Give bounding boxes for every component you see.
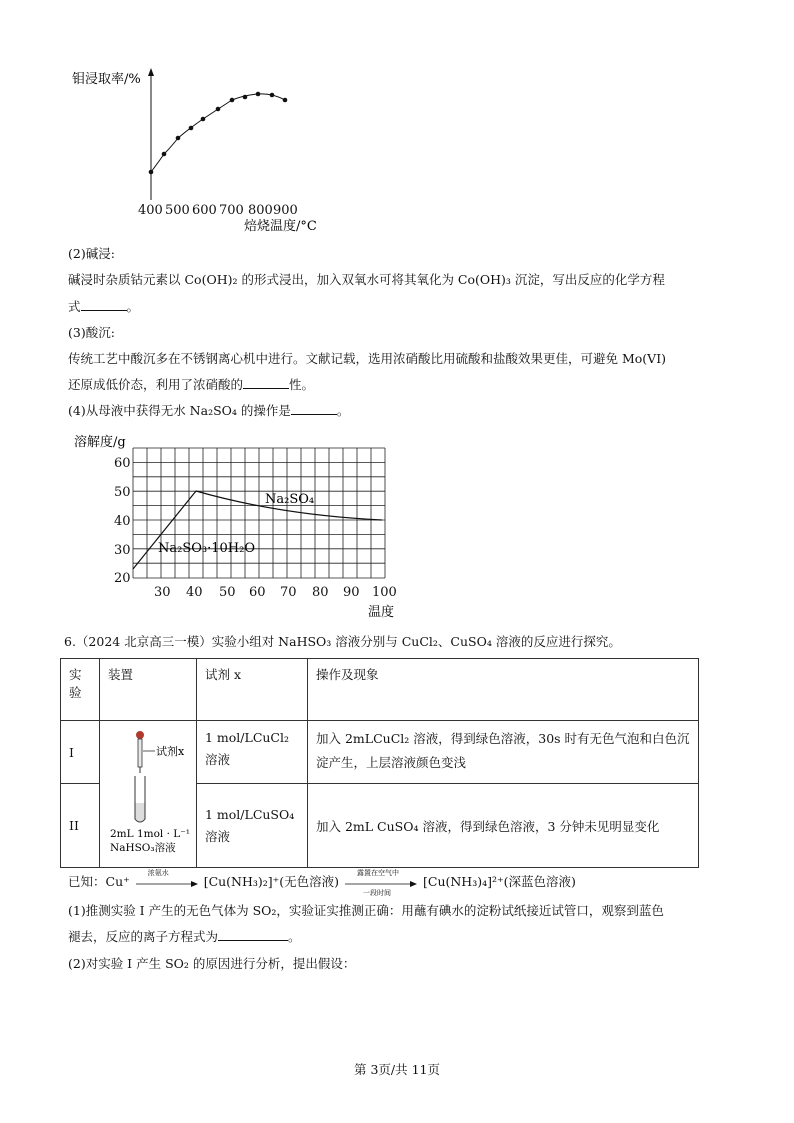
q4-line-b: 。 xyxy=(336,403,350,418)
chart2-xtick: 100 xyxy=(372,585,397,600)
chart2-xtick: 30 xyxy=(154,585,171,600)
known-end: [Cu(NH₃)₄]²⁺(深蓝色溶液) xyxy=(423,874,576,889)
q6-sub1-line2 xyxy=(68,928,301,946)
known-mid: [Cu(NH₃)₂]⁺(无色溶液) xyxy=(203,874,340,889)
q2-line2-b: 。 xyxy=(126,299,140,314)
chart1-point xyxy=(216,107,221,112)
leaching-rate-chart xyxy=(60,62,350,237)
table-header: 试剂 x xyxy=(197,659,308,721)
chart1-xtick: 700 xyxy=(219,203,244,218)
q6-sub1-line1: (1)推测实验 I 产生的无色气体为 SO₂，实验证实推测正确：用蘸有碘水的淀粉试纸接近试管口，观察到蓝色 xyxy=(68,903,664,918)
chart2-xtick: 90 xyxy=(343,585,360,600)
chart1-point xyxy=(270,93,275,98)
chart2-ylabel: 溶解度/g xyxy=(74,435,126,450)
chart1-point xyxy=(176,136,181,141)
label-na2so4: Na₂SO₄ xyxy=(265,492,315,507)
chart2-ytick: 50 xyxy=(114,485,131,500)
solution-label: NaHSO₃溶液 xyxy=(110,842,176,854)
q6-sub1-line2-b: 。 xyxy=(288,929,301,944)
chart1-y-arrow xyxy=(148,68,154,76)
phenomenon-cell: 加入 2mLCuCl₂ 溶液，得到绿色溶液，30s 时有无色气泡和白色沉淀产生，上层溶液颜色变浅 xyxy=(308,721,699,784)
chart2-xlabel: 温度 xyxy=(368,605,395,620)
answer-blank xyxy=(291,402,337,415)
q2-line2 xyxy=(68,298,139,316)
chart1-point xyxy=(162,152,167,157)
exp-id: II xyxy=(61,784,100,868)
chart1-xtick: 600 xyxy=(192,203,217,218)
chart2-grid xyxy=(133,448,385,578)
q6-sub1-line2-a: 褪去，反应的离子方程式为 xyxy=(68,929,219,944)
table-header: 装置 xyxy=(100,659,197,721)
hydrate-solubility-curve xyxy=(133,491,196,569)
chart1-ylabel: 钼浸取率/% xyxy=(72,72,141,87)
reaction-arrow xyxy=(134,868,200,890)
dropper-tube xyxy=(138,739,142,767)
q6-intro: 6.（2024 北京高三一模）实验小组对 NaHSO₃ 溶液分别与 CuCl₂、CuSO₄ 溶液的反应进行探究。 xyxy=(64,634,621,649)
chart2-ytick: 60 xyxy=(114,456,131,471)
table-header-row xyxy=(61,659,699,721)
reagent-cell: 1 mol/LCuCl₂ 溶液 xyxy=(197,721,308,784)
q4-line-a: (4)从母液中获得无水 Na₂SO₄ 的操作是 xyxy=(68,403,291,418)
q2-line1: 碱浸时杂质钴元素以 Co(OH)₂ 的形式浸出，加入双氧水可将其氧化为 Co(OH)₃ 沉淀，写出反应的化学方程 xyxy=(68,272,665,287)
chart1-point xyxy=(149,170,154,175)
table-header: 实验 xyxy=(61,659,100,721)
q4-line xyxy=(68,402,349,420)
chart1-xtick: 800 xyxy=(248,203,273,218)
answer-blank xyxy=(81,298,127,311)
q3-line1: 传统工艺中酸沉多在不锈钢离心机中进行。文献记载，选用浓硝酸比用硫酸和盐酸效果更佳，可避免 Mo(VI) xyxy=(68,351,667,366)
tube-liquid xyxy=(136,803,145,822)
q2-heading: (2)碱浸: xyxy=(68,246,115,261)
q2-line2-a: 式 xyxy=(68,299,81,314)
chart1-curve xyxy=(151,94,285,172)
q3-line2 xyxy=(68,376,314,394)
chart1-point xyxy=(243,95,248,100)
apparatus-cell xyxy=(100,721,197,868)
arrow2-bottom: 一段时间 xyxy=(363,888,392,897)
experiment-table xyxy=(60,658,699,868)
chart2-ytick: 30 xyxy=(114,543,131,558)
chart1-xtick: 900 xyxy=(273,203,298,218)
chart1-points xyxy=(149,92,288,175)
label-hydrate: Na₂SO₃·10H₂O xyxy=(158,541,255,556)
conc-label: 2mL 1mol · L⁻¹ xyxy=(110,828,191,840)
chart2-xtick: 70 xyxy=(280,585,297,600)
arrow1-label: 浓氨水 xyxy=(147,868,169,877)
answer-blank xyxy=(243,376,289,389)
chart1-xlabel: 焙烧温度/°C xyxy=(244,219,317,234)
chart1-point xyxy=(283,98,288,103)
phenomenon-cell: 加入 2mL CuSO₄ 溶液，得到绿色溶液，3 分钟未见明显变化 xyxy=(308,784,699,868)
chart1-xtick: 400 xyxy=(138,203,163,218)
reaction-arrow xyxy=(343,868,419,897)
arrow2-top: 露置在空气中 xyxy=(357,868,400,877)
q3-line2-b: 性。 xyxy=(289,377,315,392)
known-scheme xyxy=(68,868,576,897)
reagent-x-label: 试剂x xyxy=(156,745,185,758)
answer-blank xyxy=(218,928,288,941)
reagent-cell: 1 mol/LCuSO₄ 溶液 xyxy=(197,784,308,868)
dropper-bulb xyxy=(136,731,144,739)
chart2-ytick: 20 xyxy=(114,571,131,586)
chart1-point xyxy=(201,117,206,122)
q3-line2-a: 还原成低价态，利用了浓硝酸的 xyxy=(68,377,244,392)
chart1-point xyxy=(230,98,235,103)
chart2-xtick: 50 xyxy=(219,585,236,600)
chart1-xtick: 500 xyxy=(165,203,190,218)
apparatus-diagram xyxy=(100,721,196,867)
page-footer: 第 3页/共 11页 xyxy=(353,1062,441,1077)
q6-sub2: (2)对实验 I 产生 SO₂ 的原因进行分析，提出假设： xyxy=(68,956,356,971)
table-row xyxy=(61,721,699,784)
table-header: 操作及现象 xyxy=(308,659,699,721)
chart2-ytick: 40 xyxy=(114,514,131,529)
exp-id: I xyxy=(61,721,100,784)
solubility-chart xyxy=(70,430,410,625)
q3-heading: (3)酸沉: xyxy=(68,325,115,340)
chart1-point xyxy=(189,126,194,131)
chart2-xtick: 40 xyxy=(186,585,203,600)
chart2-xtick: 60 xyxy=(249,585,266,600)
chart1-point xyxy=(256,92,261,97)
known-prefix: 已知：Cu⁺ xyxy=(68,874,130,889)
chart2-xtick: 80 xyxy=(312,585,329,600)
